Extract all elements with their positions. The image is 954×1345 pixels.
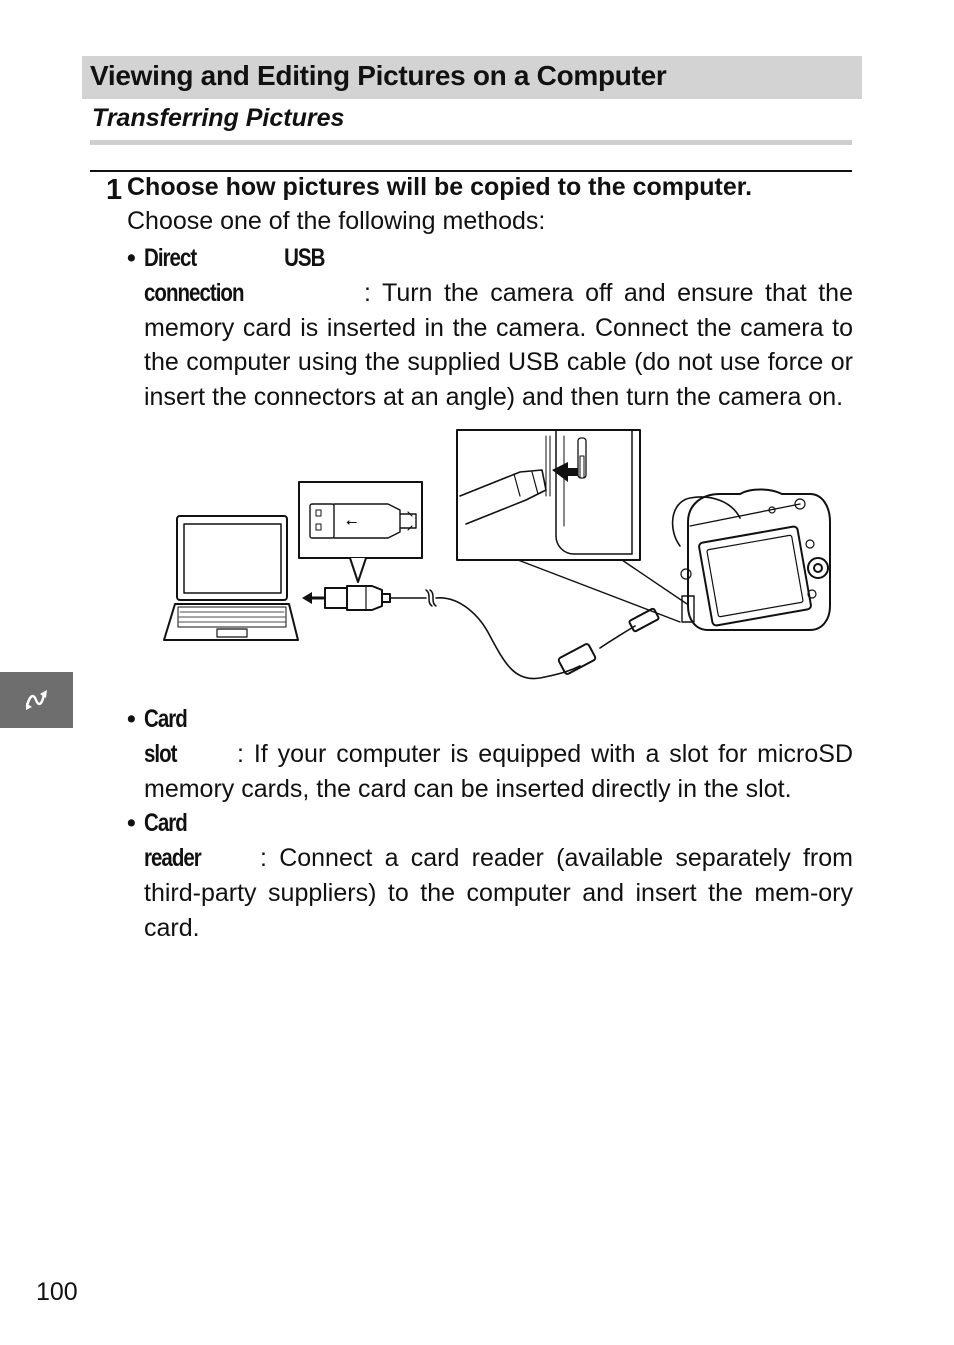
connection-icon bbox=[24, 686, 50, 712]
method-term: Direct USB connection bbox=[144, 244, 325, 307]
camera-port-zoom-callout bbox=[457, 430, 640, 560]
bullet-dot: • bbox=[127, 809, 136, 838]
step-intro: Choose one of the following methods: bbox=[127, 207, 546, 235]
svg-text:⭠: ⭠ bbox=[346, 514, 358, 530]
subsection-title: Transferring Pictures bbox=[92, 104, 345, 132]
method-card-reader bbox=[127, 806, 853, 945]
method-term: Card slot bbox=[144, 705, 187, 768]
step-divider bbox=[90, 170, 852, 172]
method-description: : If your computer is equipped with a slot for microSD memory cards, the card can be inserted directly in the slot. bbox=[144, 739, 853, 803]
subsection-underline bbox=[90, 140, 852, 145]
step-number: 1 bbox=[106, 174, 123, 206]
step-heading: Choose how pictures will be copied to the computer. bbox=[127, 173, 753, 201]
page-number: 100 bbox=[36, 1278, 78, 1306]
section-header-bar bbox=[82, 56, 862, 99]
bullet-dot: • bbox=[127, 705, 136, 733]
ferrite-core-icon bbox=[558, 643, 596, 675]
method-description: : Turn the camera off and ensure that the memory card is inserted in the camera. Connect the camera to the computer using the supplied USB cable (do not use force or insert the connectors at an angle) and then turn the camera on. bbox=[144, 278, 853, 412]
method-card-slot bbox=[127, 702, 853, 806]
camera-icon bbox=[673, 490, 830, 631]
bullet-dot: • bbox=[127, 244, 136, 272]
method-term: Card reader bbox=[144, 809, 201, 873]
usb-a-plug-icon bbox=[325, 586, 390, 610]
usb-plug-zoom-callout bbox=[299, 482, 422, 582]
method-description: : Connect a card reader (available separately from third-party suppliers) to the computer and insert the mem-ory card. bbox=[144, 844, 853, 942]
method-direct-usb bbox=[127, 241, 853, 415]
chapter-side-tab bbox=[0, 672, 73, 728]
section-title: Viewing and Editing Pictures on a Computer bbox=[90, 60, 667, 91]
laptop-icon bbox=[164, 516, 298, 640]
method-list-bottom bbox=[127, 702, 853, 946]
method-list-top bbox=[127, 241, 853, 415]
usb-connection-illustration bbox=[160, 426, 840, 688]
